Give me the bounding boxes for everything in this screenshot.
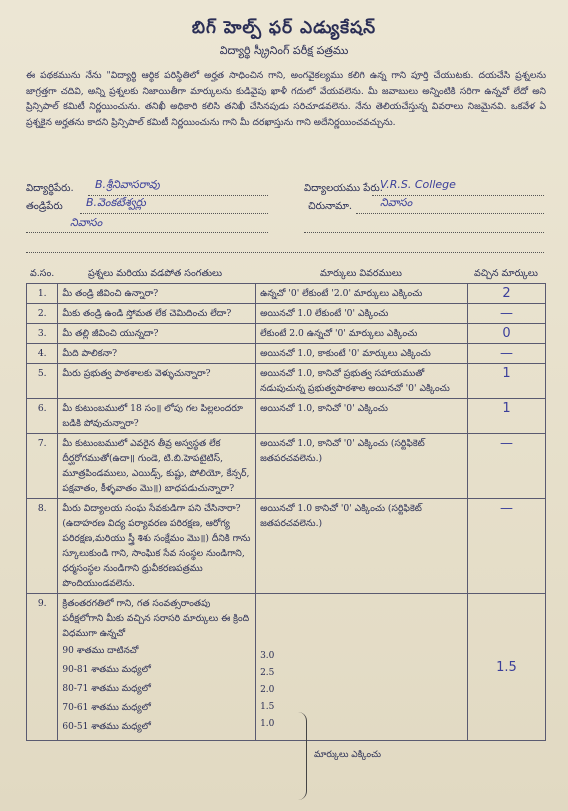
address-label: చిరునామా.	[308, 201, 353, 212]
row-question	[58, 594, 256, 741]
row-question: మీకు తండ్రి ఉండి స్తోమత లేక చెమిదించు లేదా?	[58, 304, 256, 324]
row-score[interactable]: —	[467, 434, 545, 499]
father-name-line	[80, 213, 268, 214]
row9-values	[260, 648, 463, 733]
row-score[interactable]: 0	[467, 324, 545, 344]
band-item: 80-71 శాతము మధ్యలో	[62, 684, 151, 694]
row-question: మీది పాలికనా?	[58, 344, 256, 364]
screening-table	[26, 283, 546, 741]
table-row	[27, 434, 546, 499]
row-marks-rule: అయినచో 1.0, కానిచో '0' ఎక్కించు (సర్టిఫికెట్ జతపరచవలెను.)	[256, 434, 468, 499]
row-score[interactable]: 1.5	[467, 594, 545, 741]
table-row	[27, 304, 546, 324]
row-marks-rule: అయినచో 1.0 కానిచో '0' ఎక్కించు (సర్టిఫికెట్ జతపరచవలెను.)	[256, 499, 468, 594]
row-score[interactable]: 1	[467, 399, 545, 434]
row-score[interactable]: —	[467, 499, 545, 594]
row9-note: మార్కులు ఎక్కించు	[314, 750, 382, 760]
band-item: 90 శాతము దాటినచో	[62, 646, 139, 656]
row-score[interactable]: 1	[467, 364, 545, 399]
extra-line	[26, 232, 268, 233]
band-value: 1.5	[260, 702, 275, 712]
row-number: 8.	[27, 499, 58, 594]
row-marks-rule: ఉన్నచో '0' లేకుంటే '2.0' మార్కులు ఎక్కించు	[256, 284, 468, 304]
col-header-score: వచ్చిన మార్కులు	[474, 268, 538, 279]
table-row	[27, 324, 546, 344]
row-question: మీ తల్లి జీవించి యున్నదా?	[58, 324, 256, 344]
col-header-marks: మార్కులు వివరములు	[320, 268, 402, 279]
row-marks-rule: అయినచో 1.0, కానిచో ప్రభుత్వ సహాయముతో నడుపుచున్న ప్రభుత్వపాఠశాల అయినచో '0' ఎక్కించు	[256, 364, 468, 399]
page-subtitle: విద్యార్థి స్క్రీనింగ్ పరీక్ష పత్రము	[219, 44, 349, 57]
row-number: 7.	[27, 434, 58, 499]
row-marks-rule	[256, 594, 468, 741]
row-marks-rule: అయినచో 1.0 లేకుంటే '0' ఎక్కించు	[256, 304, 468, 324]
row-question: మీరు విద్యాలయ సంఘ సేవకుడిగా పని చేసినారా? (ఉదాహరణ విద్య పర్యావరణ పరిరక్షణ, ఆరోగ్య పరిరక్షణ,మరియు స్త్రీ శిశు సంక్షేమం మొ॥) దీనికి గాను స్కూలుకుండి గాని, సాంఘిక సేవ సంస్థల నుండిగాని, ధర్మసంస్థల నుండిగాని ధ్రువీకరణపత్రము పొందియుండవలెను.	[58, 499, 256, 594]
row9-intro: క్రితంతరగతిలో గాని, గత సంవత్సరాంతపు పరీక్షలోగాని మీకు వచ్చిన సరాసరి మార్కులు ఈ క్రింది విధముగా ఉన్నచో	[62, 598, 250, 639]
father-name-value[interactable]: B.వెంకటేశ్వర్లు	[86, 196, 146, 209]
row-score[interactable]: —	[467, 304, 545, 324]
address-value[interactable]: నివాసం	[380, 196, 413, 209]
table-row	[27, 399, 546, 434]
address-line	[356, 213, 544, 214]
school-label: విద్యాలయము పేరు.	[304, 183, 383, 194]
extra-line-right	[304, 232, 544, 233]
band-value: 1.0	[260, 719, 275, 729]
col-header-num: వ.సం.	[30, 268, 55, 279]
row-score[interactable]: 2	[467, 284, 545, 304]
student-name-label: విద్యార్థిపేరు.	[26, 183, 74, 194]
row-marks-rule: లేకుంటే 2.0 ఉన్నచో '0' మార్కులు ఎక్కించు	[256, 324, 468, 344]
extra-value[interactable]: నివాసం	[70, 216, 103, 229]
row-number: 9.	[27, 594, 58, 741]
row-marks-rule: అయినచో 1.0, కానిచో '0' ఎక్కించు	[256, 399, 468, 434]
father-name-label: తండ్రిపేరు	[26, 201, 63, 212]
band-value: 2.0	[260, 685, 275, 695]
table-row	[27, 284, 546, 304]
brace-mark	[298, 712, 307, 800]
row-number: 4.	[27, 344, 58, 364]
school-value[interactable]: V.R.S. College	[380, 178, 456, 191]
student-name-value[interactable]: B.శ్రీనివాసరావు	[95, 178, 160, 191]
col-header-question: ప్రశ్నలు మరియు వడపోత సంగతులు	[88, 268, 223, 279]
row-question: మీరు ప్రభుత్వ పాఠశాలకు వెళ్ళుచున్నారా?	[58, 364, 256, 399]
band-value: 3.0	[260, 651, 275, 661]
band-item: 60-51 శాతము మధ్యలో	[62, 722, 151, 732]
row-marks-rule: అయినచో 1.0, కాకుంటే '0' మార్కులు ఎక్కించు	[256, 344, 468, 364]
band-item: 70-61 శాతము మధ్యలో	[62, 703, 151, 713]
table-row	[27, 364, 546, 399]
band-value: 2.5	[260, 668, 275, 678]
instructions-paragraph: ఈ పథకమును నేను "విద్యార్థి ఆర్థిక పరిస్థితిలో అర్హత సాధించిన గాని, అంగవైకల్యము కలిగి ఉన్న గాని పూర్తి చేయుటకు. దయచేసి ప్రశ్నలను జాగ్రత్తగా చదివి, అన్ని ప్రశ్నలకు నిజాయితీగా మార్కులను కుడివైపు ఖాళీ గదులో వేయవలెను. మీ జవాబులు అన్నింటికి సరిగా ఉన్నవో లేదో అని ప్రిన్సిపాల్ కమిటీ నిర్ణయించును. తనిఖీ అధికారి కలిసి తనిఖీ చేసినపుడు సరిచూడవలెను. నేను తెలియచేస్తున్న వివరాలు నిజమైనవి. ఒకవేళ ఏ ప్రశ్నకైన అర్హతను కాదని ప్రిన్సిపాల్ కమిటీ నిర్ణయించును గాని మీ దరఖాస్తును గాని అదేనిర్ణయించవచ్చును.	[26, 70, 546, 128]
row-number: 3.	[27, 324, 58, 344]
row9-bands	[62, 643, 251, 736]
row-number: 2.	[27, 304, 58, 324]
table-row	[27, 499, 546, 594]
row-question: మీ కుటుంబములో 18 సం॥ లోపు గల పిల్లలందరూ బడికి పోవుచున్నారా?	[58, 399, 256, 434]
row-question: మీ తండ్రి జీవించి ఉన్నారా?	[58, 284, 256, 304]
row-question: మీ కుటుంబములో ఎవరైన తీవ్ర అస్వస్థత లేక దీర్ఘరోగముతో(ఉదా॥ గుండె, టి.బి.హెపటైటిస్, మూత్రపిండములు, ఎయిడ్స్, కుష్టు, పోలియో, కేన్సర్, పక్షవాతం, కీళ్ళవాతం మొ॥) బాధపడుచున్నారా?	[58, 434, 256, 499]
row-number: 6.	[27, 399, 58, 434]
table-row	[27, 344, 546, 364]
table-row	[27, 594, 546, 741]
band-item: 90-81 శాతము మధ్యలో	[62, 665, 151, 675]
extra-line-2	[26, 252, 544, 253]
row-score[interactable]: —	[467, 344, 545, 364]
row-number: 1.	[27, 284, 58, 304]
page-title: బిగ్ హెల్ప్ ఫర్ ఎడ్యుకేషన్	[191, 18, 377, 38]
row-number: 5.	[27, 364, 58, 399]
